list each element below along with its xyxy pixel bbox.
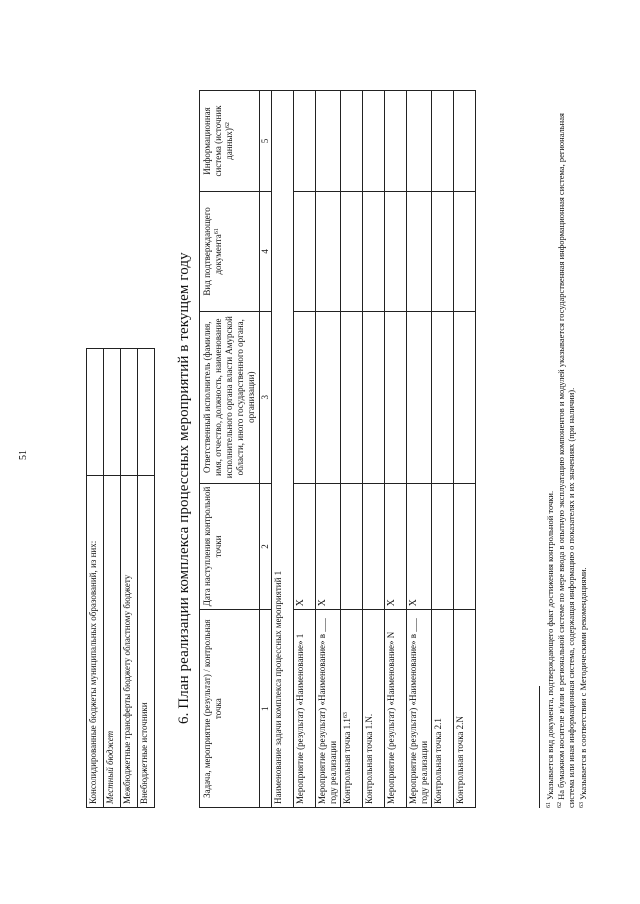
row-label-text: Контрольная точка 1.1 xyxy=(342,718,352,804)
footnote-separator xyxy=(539,686,540,808)
empty-cell xyxy=(385,191,407,311)
row-label: Мероприятие (результат) «Наименование» N xyxy=(385,610,407,808)
task-row xyxy=(272,91,294,808)
row-label: Мероприятие (результат) «Наименование» в ___ году реализации xyxy=(316,610,341,808)
funding-row-label: Межбюджетные трансферты бюджету областному бюджету xyxy=(121,476,138,808)
date-cell xyxy=(454,483,476,610)
funding-row-label xyxy=(104,476,121,808)
empty-cell xyxy=(454,311,476,483)
empty-cell xyxy=(121,349,138,476)
header-row xyxy=(200,91,260,808)
date-cell: Х xyxy=(294,483,316,610)
empty-cell xyxy=(432,91,454,192)
footnote-ref: 61 xyxy=(214,228,220,235)
date-cell xyxy=(341,483,363,610)
footnote xyxy=(578,88,588,808)
funding-row-label: Консолидированные бюджеты муниципальных образований, из них: xyxy=(87,476,104,808)
row-label: Контрольная точка 2.N xyxy=(454,610,476,808)
empty-cell xyxy=(385,311,407,483)
empty-cell xyxy=(294,311,316,483)
row-label: Контрольная точка 1.N. xyxy=(363,610,385,808)
col-number: 1 xyxy=(260,610,272,808)
empty-cell xyxy=(294,91,316,192)
row-label: Контрольная точка 2.1 xyxy=(432,610,454,808)
row-label: Мероприятие (результат) «Наименование» 1 xyxy=(294,610,316,808)
empty-cell xyxy=(363,311,385,483)
table-row xyxy=(87,349,104,808)
implementation-plan-table xyxy=(199,90,476,808)
table-row xyxy=(363,91,385,808)
date-cell: Х xyxy=(407,483,432,610)
empty-cell xyxy=(454,91,476,192)
table-row xyxy=(138,349,155,808)
col-number: 3 xyxy=(260,311,272,483)
empty-cell xyxy=(432,311,454,483)
empty-cell xyxy=(316,191,341,311)
empty-cell xyxy=(454,191,476,311)
table-row xyxy=(104,349,121,808)
row-label xyxy=(341,610,363,808)
column-number-row xyxy=(260,91,272,808)
section-title: 6. План реализации комплекса процессных мероприятий в текущем году xyxy=(176,252,192,724)
footnote-text: На бумажном носителе и/или в региональной системе по мере ввода в опытную эксплуатацию компонентов и модулей указывается государственная информационная система, региональная система или иная информационная система, содержащая информацию о показателях и их значениях (при наличии). xyxy=(556,113,576,808)
col-number: 2 xyxy=(260,483,272,610)
date-cell xyxy=(363,483,385,610)
col-header-date: Дата наступления контрольной точки xyxy=(200,483,260,610)
table-row xyxy=(294,91,316,808)
empty-cell xyxy=(104,349,121,476)
table-row xyxy=(341,91,363,808)
table-row xyxy=(407,91,432,808)
empty-cell xyxy=(363,191,385,311)
footnote-ref: 62 xyxy=(225,122,231,129)
funding-row-label-italic: Местный бюджет xyxy=(105,730,115,804)
empty-cell xyxy=(363,91,385,192)
col-header-executor: Ответственный исполнитель (фамилия, имя, отчество, должность, наименование исполнительного органа власти Амурской области, иного государственного органа, организации) xyxy=(200,311,260,483)
footnote-text: Указывается вид документа, подтверждающего факт достижения контрольной точки. xyxy=(545,490,555,800)
empty-cell xyxy=(432,191,454,311)
funding-row-label: Внебюджетные источники xyxy=(138,476,155,808)
col-header-task: Задача, мероприятие (результат) / контрольная точка xyxy=(200,610,260,808)
col-number: 4 xyxy=(260,191,272,311)
empty-cell xyxy=(385,91,407,192)
col-header-document xyxy=(200,191,260,311)
footnote xyxy=(545,88,555,808)
footnote-number: 63 xyxy=(579,802,585,808)
empty-cell xyxy=(341,91,363,192)
footnote-number: 62 xyxy=(557,802,563,808)
col-header-system-text: Информационная система (источник данных) xyxy=(202,105,234,177)
empty-cell xyxy=(316,91,341,192)
col-header-document-text: Вид подтверждающего документа xyxy=(202,207,223,296)
date-cell: Х xyxy=(385,483,407,610)
empty-cell xyxy=(316,311,341,483)
table-row xyxy=(385,91,407,808)
empty-cell xyxy=(87,349,104,476)
empty-cell xyxy=(407,311,432,483)
footnote-ref: 63 xyxy=(343,712,349,719)
empty-cell xyxy=(341,191,363,311)
page-number: 51 xyxy=(18,450,29,460)
row-label: Мероприятие (результат) «Наименование» в ___ году реализации xyxy=(407,610,432,808)
col-header-system xyxy=(200,91,260,192)
footnote-text: Указывается в соответствии с Методическими рекомендациями. xyxy=(578,567,588,800)
funding-sources-table-fragment xyxy=(86,348,155,808)
empty-cell xyxy=(407,191,432,311)
table-row xyxy=(454,91,476,808)
date-cell xyxy=(432,483,454,610)
table-row xyxy=(121,349,138,808)
table-row xyxy=(432,91,454,808)
footnote-number: 61 xyxy=(546,802,552,808)
date-cell: Х xyxy=(316,483,341,610)
empty-cell xyxy=(341,311,363,483)
empty-cell xyxy=(138,349,155,476)
col-number: 5 xyxy=(260,91,272,192)
empty-cell xyxy=(407,91,432,192)
table-row xyxy=(316,91,341,808)
footnote xyxy=(556,88,576,808)
task-name-cell: Наименование задачи комплекса процессных мероприятий 1 xyxy=(272,91,294,808)
empty-cell xyxy=(294,191,316,311)
